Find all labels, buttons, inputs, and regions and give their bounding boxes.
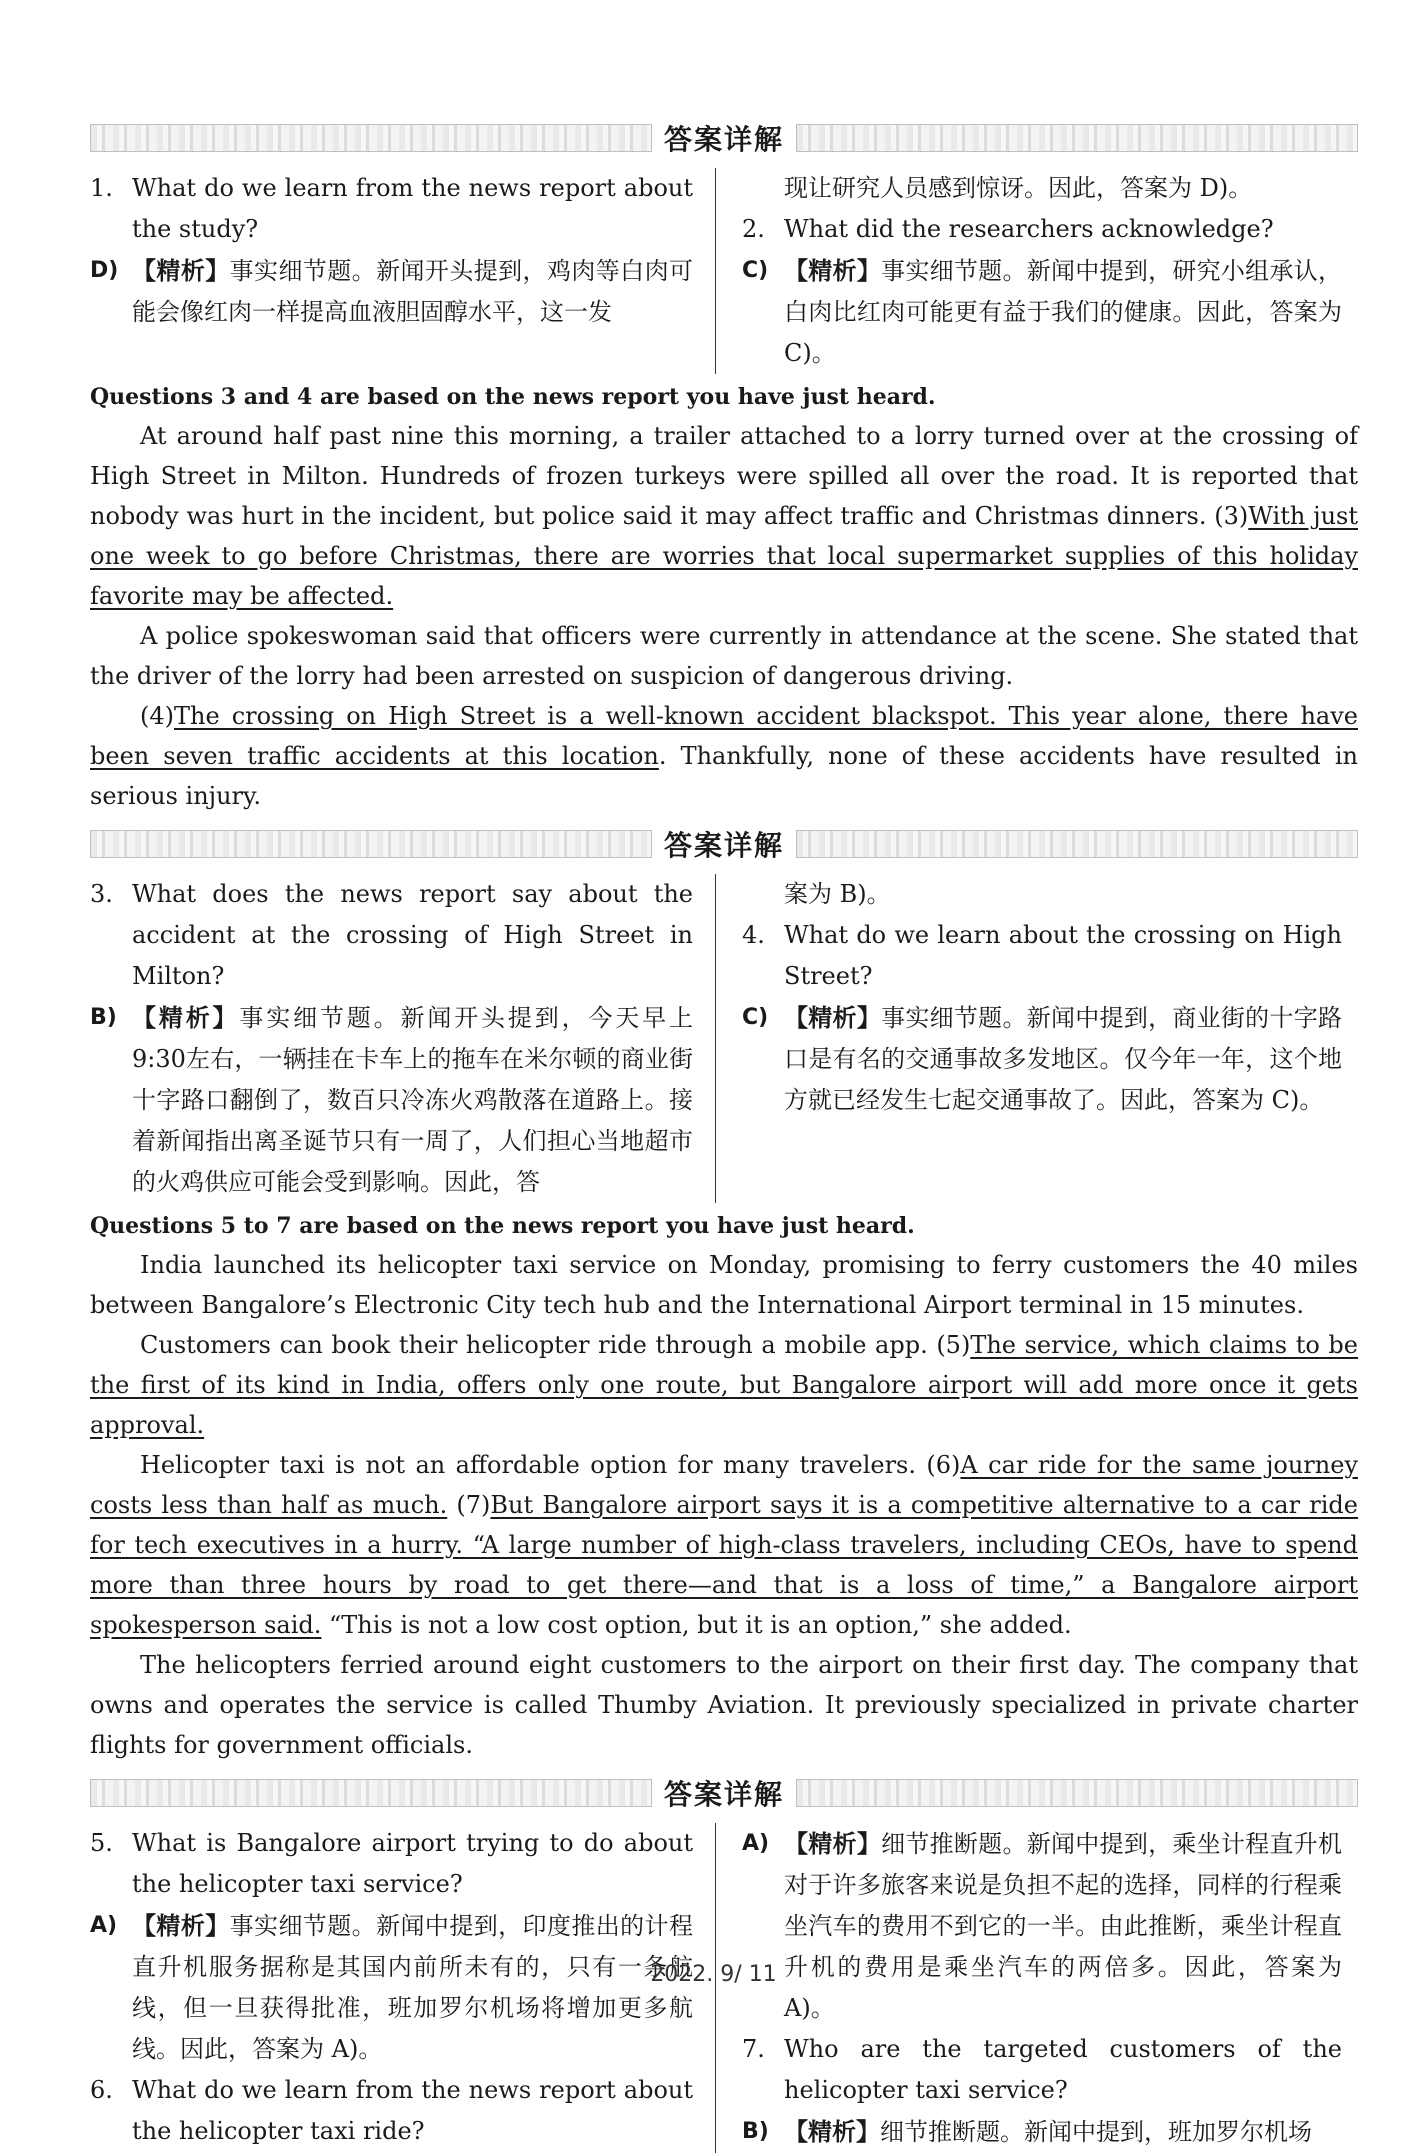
- question-item: [742, 2029, 1342, 2111]
- answer-column-right: [716, 1823, 1342, 2153]
- answer-explanation: [742, 2111, 1342, 2153]
- answer-option: D): [90, 258, 119, 283]
- underlined-answer-text: The service, which claims to be the first of its kind in India, offers only one route, but Bangalore airport will add more once it gets approval.: [90, 1331, 1358, 1439]
- divider-pattern-right: [796, 830, 1358, 858]
- news-paragraph: At around half past nine this morning, a trailer attached to a lorry turned over at the crossing of High Street in Milton. Hundreds of frozen turkeys were spilled all over the road. It is reported that nobody was hurt in the incident, but police said it may affect traffic and Christmas dinners. (3)With just one week to go before Christmas, there are worries that local supermarket supplies of this holiday favorite may be affected.: [90, 422, 1358, 610]
- answer-section-label: 答案详解: [664, 123, 785, 156]
- question-item: [90, 1823, 693, 1905]
- analysis-continuation: 案为 B)。: [784, 880, 891, 908]
- question-item: [90, 2070, 693, 2152]
- question-number: 3.: [90, 880, 113, 908]
- news-paragraph: (4)The crossing on High Street is a well-known accident blackspot. This year alone, there have been seven traffic accidents at this location. Thankfully, none of these accidents have resulted in serious injury.: [90, 702, 1358, 810]
- analysis-text: 事实细节题。新闻开头提到，今天早上 9:30左右，一辆挂在卡车上的拖车在米尔顿的商业街十字路口翻倒了，数百只冷冻火鸡散落在道路上。接着新闻指出离圣诞节只有一周了，人们担心当地超市的火鸡供应可能会受到影响。因此，答: [132, 1004, 694, 1196]
- answer-section-divider: [90, 1771, 1358, 1815]
- analysis-text: 细节推断题。新闻中提到，班加罗尔机场: [880, 2118, 1312, 2146]
- answer-option: B): [90, 1005, 117, 1030]
- analysis-tag: 【精析】: [784, 1003, 882, 1032]
- divider-pattern-left: [90, 124, 652, 152]
- question-text: What does the news report say about the accident at the crossing of High Street in Milton?: [132, 880, 693, 990]
- answer-explanation: [742, 997, 1342, 1121]
- question-number: 6.: [90, 2076, 113, 2104]
- answer-option: B): [742, 2119, 769, 2144]
- page-content: [90, 110, 1358, 2153]
- answer-section-label: 答案详解: [664, 1778, 785, 1811]
- question-item: [742, 915, 1342, 997]
- question-text: What do we learn from the news report about the study?: [132, 174, 693, 243]
- answer-option: A): [90, 1913, 118, 1938]
- news-paragraph: Customers can book their helicopter ride through a mobile app. (5)The service, which claims to be the first of its kind in India, offers only one route, but Bangalore airport will add more once it gets approval.: [90, 1331, 1358, 1439]
- answer-option: C): [742, 1005, 769, 1030]
- answer-option: A): [742, 1831, 770, 1856]
- analysis-text: 事实细节题。新闻中提到，研究小组承认，白肉比红肉可能更有益于我们的健康。因此，答案为 C)。: [784, 257, 1343, 367]
- question-text: What do we learn from the news report about the helicopter taxi ride?: [132, 2076, 693, 2145]
- analysis-text: 细节推断题。新闻中提到，乘坐计程直升机对于许多旅客来说是负担不起的选择，同样的行程乘坐汽车的费用不到它的一半。由此推断，乘坐计程直升机的费用是乘坐汽车的两倍多。因此，答案为 A)。: [784, 1830, 1343, 2022]
- answer-column-right: [716, 168, 1342, 374]
- analysis-text: 事实细节题。新闻中提到，商业街的十字路口是有名的交通事故多发地区。仅今年一年，这个地方就已经发生七起交通事故了。因此，答案为 C)。: [784, 1004, 1343, 1114]
- divider-pattern-left: [90, 1779, 652, 1807]
- answer-explanation: [90, 250, 693, 333]
- question-text: What do we learn about the crossing on High Street?: [784, 921, 1342, 990]
- answer-explanation: [90, 1905, 693, 2070]
- answer-option: C): [742, 258, 769, 283]
- underlined-answer-text: The crossing on High Street is a well-known accident blackspot. This year alone, there have been seven traffic accidents at this location: [90, 702, 1358, 770]
- analysis-continuation: 现让研究人员感到惊讶。因此，答案为 D)。: [784, 174, 1253, 202]
- questions-heading: Questions 3 and 4 are based on the news report you have just heard.: [90, 384, 936, 410]
- answer-column-left: [90, 168, 716, 374]
- underlined-answer-text: A car ride for the same journey costs less than half as much.: [90, 1451, 1358, 1519]
- answer-section-divider: [90, 116, 1358, 160]
- question-number: 1.: [90, 174, 113, 202]
- divider-pattern-right: [796, 1779, 1358, 1807]
- question-text: What did the researchers acknowledge?: [784, 215, 1274, 243]
- answer-block-2: [90, 874, 1358, 1203]
- analysis-tag: 【精析】: [132, 1911, 230, 1940]
- question-item: [742, 209, 1342, 250]
- analysis-text: 事实细节题。新闻开头提到，鸡肉等白肉可能会像红肉一样提高血液胆固醇水平，这一发: [132, 257, 694, 326]
- question-text: Who are the targeted customers of the helicopter taxi service?: [784, 2035, 1342, 2104]
- answer-column-left: [90, 1823, 716, 2153]
- news-paragraph: A police spokeswoman said that officers were currently in attendance at the scene. She stated that the driver of the lorry had been arrested on suspicion of dangerous driving.: [90, 622, 1358, 690]
- page-number: 2022. 9/ 11: [650, 1962, 777, 1987]
- answer-section-divider: [90, 822, 1358, 866]
- answer-block-1: [90, 168, 1358, 374]
- answer-section-label: 答案详解: [664, 829, 785, 862]
- underlined-answer-text: With just one week to go before Christmas, there are worries that local supermarket supplies of this holiday favorite may be affected.: [90, 502, 1358, 610]
- divider-pattern-right: [796, 124, 1358, 152]
- answer-explanation: [90, 997, 693, 1203]
- news-paragraph: Helicopter taxi is not an affordable option for many travelers. (6)A car ride for the same journey costs less than half as much. (7)But Bangalore airport says it is a competitive alternative to a car ride for tech executives in a hurry. “A large number of high-class travelers, including CEOs, have to spend more than three hours by road to get there—and that is a loss of time,” a Bangalore airport spokesperson said. “This is not a low cost option, but it is an option,” she added.: [90, 1451, 1359, 1639]
- answer-explanation: [742, 1823, 1342, 2029]
- analysis-tag: 【精析】: [784, 256, 882, 285]
- question-number: 4.: [742, 921, 765, 949]
- question-number: 7.: [742, 2035, 765, 2063]
- answer-column-left: [90, 874, 716, 1203]
- analysis-tag: 【精析】: [132, 256, 230, 285]
- analysis-tag: 【精析】: [784, 1829, 882, 1858]
- analysis-text: 事实细节题。新闻中提到，印度推出的计程直升机服务据称是其国内前所未有的，只有一条航线，但一旦获得批准，班加罗尔机场将增加更多航线。因此，答案为 A)。: [132, 1912, 694, 2063]
- analysis-tag: 【精析】: [132, 1003, 240, 1032]
- news-paragraph: The helicopters ferried around eight customers to the airport on their first day. The company that owns and operates the service is called Thumby Aviation. It previously specialized in private charter flights for government officials.: [90, 1651, 1358, 1759]
- answer-explanation: [742, 250, 1342, 374]
- question-text: What is Bangalore airport trying to do about the helicopter taxi service?: [132, 1829, 693, 1898]
- question-item: [90, 168, 693, 250]
- analysis-tag: 【精析】: [784, 2117, 880, 2146]
- question-item: [90, 874, 693, 997]
- news-paragraph: India launched its helicopter taxi service on Monday, promising to ferry customers the 40 miles between Bangalore’s Electronic City tech hub and the International Airport terminal in 15 minutes.: [90, 1251, 1358, 1319]
- answer-column-right: [716, 874, 1342, 1203]
- question-number: 5.: [90, 1829, 113, 1857]
- underlined-answer-text: But Bangalore airport says it is a competitive alternative to a car ride for tech executives in a hurry. “A large number of high-class travelers, including CEOs, have to spend more than three hours by road to get there—and that is a loss of time,” a Bangalore airport spokesperson said.: [90, 1491, 1359, 1639]
- question-number: 2.: [742, 215, 765, 243]
- divider-pattern-left: [90, 830, 652, 858]
- answer-block-3: [90, 1823, 1358, 2153]
- questions-heading: Questions 5 to 7 are based on the news report you have just heard.: [90, 1213, 915, 1239]
